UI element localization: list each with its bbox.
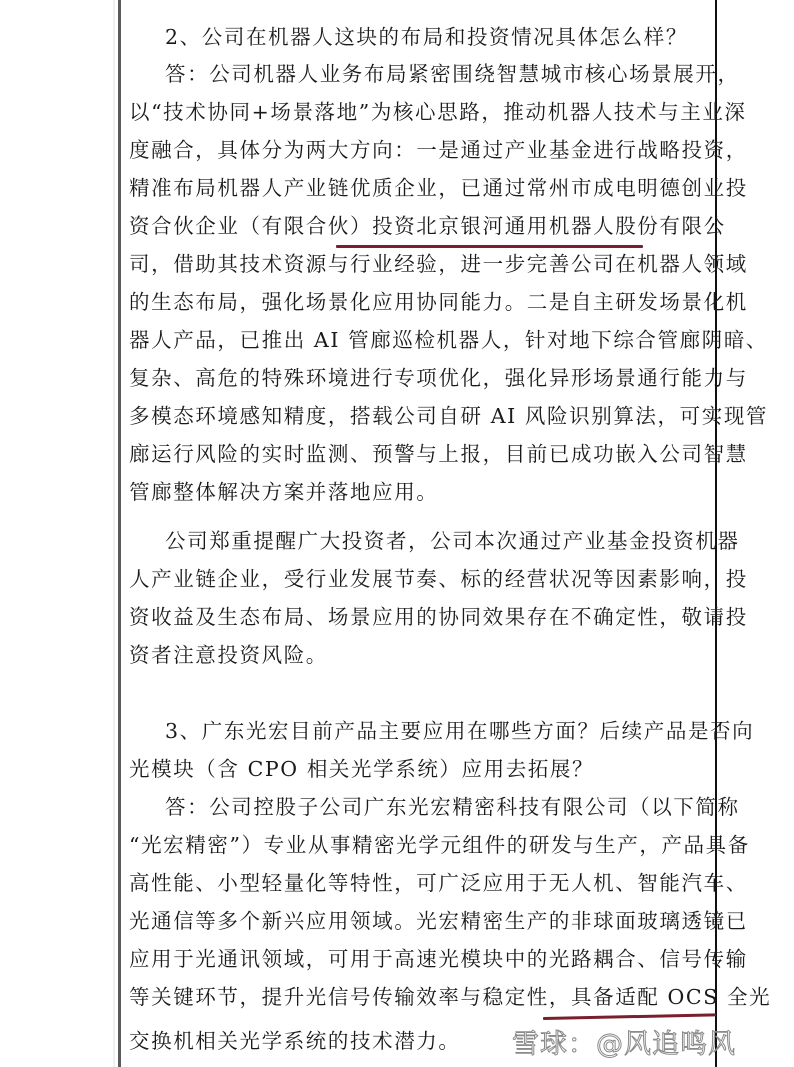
risk-notice-line: 公司郑重提醒广大投资者，公司本次通过产业基金投资机器 bbox=[165, 529, 740, 553]
answer-3-line: 应用于光通讯领域，可用于高速光模块中的光路耦合、信号传输 bbox=[129, 947, 748, 971]
answer-3-line: 答：公司控股子公司广东光宏精密科技有限公司（以下简称 bbox=[165, 795, 740, 819]
table-border-left-shadow bbox=[113, 0, 115, 1067]
answer-2-line: 答：公司机器人业务布局紧密围绕智慧城市核心场景展开， bbox=[165, 62, 740, 86]
answer-3-line: 交换机相关光学系统的技术潜力。 bbox=[129, 1029, 461, 1053]
question-2-line: 2、公司在机器人这块的布局和投资情况具体怎么样？ bbox=[165, 25, 688, 49]
question-3-line: 光模块（含 CPO 相关光学系统）应用去拓展？ bbox=[129, 757, 595, 781]
highlight-underline-robot-investment bbox=[336, 245, 643, 248]
answer-2-line: 的生态布局，强化场景化应用协同能力。二是自主研发场景化机 bbox=[129, 290, 748, 314]
answer-2-line: 度融合，具体分为两大方向：一是通过产业基金进行战略投资， bbox=[129, 138, 748, 162]
answer-2-line: 器人产品，已推出 AI 管廊巡检机器人，针对地下综合管廊阴暗、 bbox=[129, 328, 769, 352]
risk-notice-line: 人产业链企业，受行业发展节奏、标的经营状况等因素影响，投 bbox=[129, 567, 748, 591]
table-border-left bbox=[118, 0, 121, 1067]
question-3-line: 3、广东光宏目前产品主要应用在哪些方面？后续产品是否向 bbox=[165, 719, 755, 743]
answer-2-line: 管廊整体解决方案并落地应用。 bbox=[129, 480, 439, 504]
risk-notice-line: 资者注意投资风险。 bbox=[129, 643, 328, 667]
answer-2-line: 以“技术协同+场景落地”为核心思路，推动机器人技术与主业深 bbox=[129, 100, 747, 124]
answer-3-line: 高性能、小型轻量化等特性，可广泛应用于无人机、智能汽车、 bbox=[129, 871, 748, 895]
risk-notice-line: 资收益及生态布局、场景应用的协同效果存在不确定性，敬请投 bbox=[129, 605, 748, 629]
watermark: 雪球：@风追鸣风 bbox=[512, 1029, 736, 1060]
answer-3-line: “光宏精密”）专业从事精密光学元组件的研发与生产，产品具备 bbox=[129, 833, 750, 857]
answer-2-line: 资合伙企业（有限合伙）投资北京银河通用机器人股份有限公 bbox=[129, 214, 726, 238]
answer-2-line: 多模态环境感知精度，搭载公司自研 AI 风险识别算法，可实现管 bbox=[129, 404, 769, 428]
answer-2-line: 复杂、高危的特殊环境进行专项优化，强化异形场景通行能力与 bbox=[129, 366, 748, 390]
answer-2-line: 司，借助其技术资源与行业经验，进一步完善公司在机器人领域 bbox=[129, 252, 748, 276]
answer-2-line: 廊运行风险的实时监测、预警与上报，目前已成功嵌入公司智慧 bbox=[129, 442, 748, 466]
answer-2-line: 精准布局机器人产业链优质企业，已通过常州市成电明德创业投 bbox=[129, 176, 748, 200]
answer-3-line: 光通信等多个新兴应用领域。光宏精密生产的非球面玻璃透镜已 bbox=[129, 909, 748, 933]
answer-3-line: 等关键环节，提升光信号传输效率与稳定性，具备适配 OCS 全光 bbox=[129, 985, 772, 1009]
